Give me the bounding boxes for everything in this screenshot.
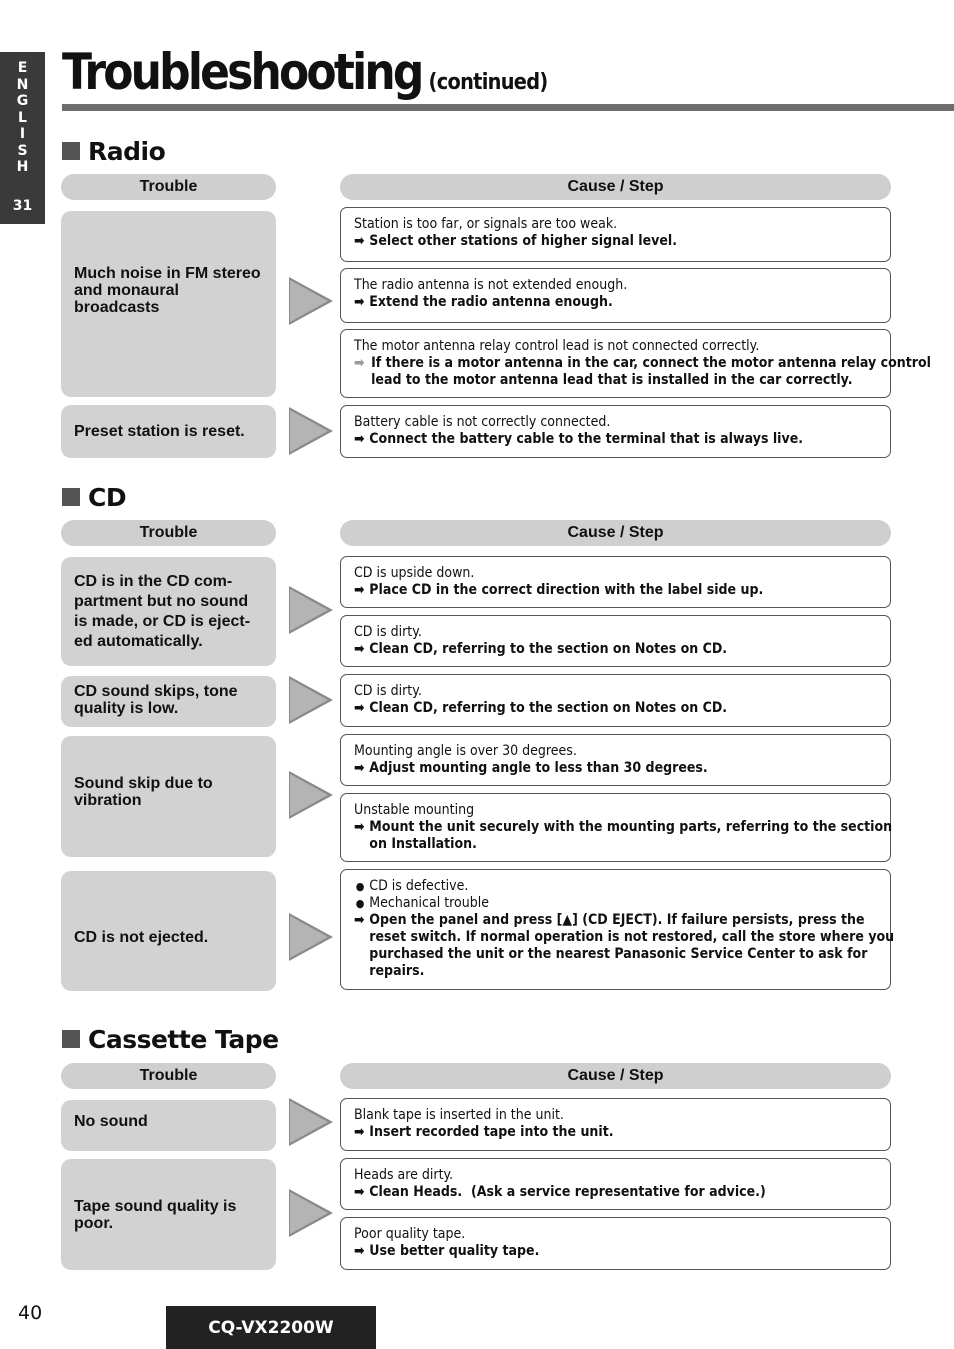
cause-box	[340, 1217, 891, 1270]
step-text	[354, 819, 893, 836]
step-text	[354, 700, 831, 717]
arrow-right-icon: ➡	[354, 1184, 365, 1200]
step-label: Use better quality tape.	[369, 1243, 540, 1259]
step-text	[354, 431, 831, 448]
section-heading-text: CD	[88, 482, 127, 512]
title-rule	[62, 104, 954, 111]
step-label: If there is a motor antenna in the car, connect the motor antenna relay control	[371, 355, 931, 371]
trouble-text: CD is in the CD com- partment but no sound is made, or CD is eject- ed automatically.	[74, 572, 251, 650]
arrow-right-icon: ➡	[354, 431, 365, 447]
section-heading-cd	[62, 482, 126, 512]
step-label: Clean CD, referring to the section on Notes on CD.	[369, 641, 728, 657]
arrow-right-icon: ➡	[354, 1243, 365, 1259]
step-label: Mount the unit securely with the mounting parts, referring to the section	[369, 819, 893, 835]
cause-text: Mounting angle is over 30 degrees.	[354, 743, 577, 759]
arrow-right-icon: ➡	[354, 294, 365, 310]
square-bullet-icon	[62, 142, 80, 160]
arrow-right-icon: ➡	[354, 1124, 365, 1140]
section-heading-cassette	[62, 1024, 279, 1054]
step-label: repairs.	[369, 963, 425, 979]
model-number-badge: CQ-VX2200W	[166, 1306, 376, 1349]
step-text	[354, 1124, 831, 1141]
square-bullet-icon	[62, 488, 80, 506]
cause-text: CD is dirty.	[354, 624, 422, 640]
triangle-arrow-icon	[289, 771, 333, 819]
column-header-trouble: Trouble	[61, 1063, 276, 1089]
trouble-box	[61, 1159, 276, 1270]
cause-text: Station is too far, or signals are too weak.	[354, 216, 618, 232]
step-label: Open the panel and press [▲] (CD EJECT). If failure persists, press the	[369, 912, 865, 928]
trouble-text: No sound	[74, 1113, 148, 1130]
lang-letter: G	[16, 93, 29, 109]
cause-text: The radio antenna is not extended enough.	[354, 277, 628, 293]
triangle-arrow-icon	[289, 586, 333, 634]
column-header-trouble: Trouble	[61, 174, 276, 200]
step-text	[354, 233, 831, 250]
arrow-right-icon: ➡	[354, 355, 365, 371]
trouble-text: Much noise in FM stereo and monaural broadcasts	[74, 264, 261, 316]
triangle-arrow-icon	[289, 1189, 333, 1237]
step-label: Extend the radio antenna enough.	[369, 294, 613, 310]
lang-letter: L	[18, 109, 27, 126]
step-label: reset switch. If normal operation is not restored, call the store where you	[369, 929, 895, 945]
cause-box	[340, 405, 891, 458]
triangle-arrow-icon	[289, 1098, 333, 1146]
trouble-box	[61, 211, 276, 397]
step-text	[354, 641, 831, 658]
section-heading-text: Cassette Tape	[88, 1024, 279, 1054]
section-number: 31	[12, 198, 33, 214]
arrow-right-icon: ➡	[354, 700, 365, 716]
cause-box	[340, 674, 891, 727]
cause-box	[340, 556, 891, 608]
triangle-arrow-icon	[289, 277, 333, 325]
cause-text: Battery cable is not correctly connected.	[354, 414, 611, 430]
lang-letter: N	[16, 76, 29, 93]
cause-text: The motor antenna relay control lead is not connected correctly.	[354, 338, 760, 354]
arrow-right-icon: ➡	[354, 641, 365, 657]
triangle-arrow-icon	[289, 913, 333, 961]
cause-text: CD is dirty.	[354, 683, 422, 699]
cause-text: CD is upside down.	[354, 565, 475, 581]
step-label: Place CD in the correct direction with the label side up.	[369, 582, 764, 598]
step-label: Clean Heads. (Ask a service representative for advice.)	[369, 1184, 766, 1200]
title-text: Troubleshooting	[62, 43, 422, 101]
lang-letter: E	[17, 60, 28, 76]
page-number: 40	[18, 1302, 43, 1324]
trouble-text: Tape sound quality is poor.	[74, 1197, 237, 1232]
cause-text: Poor quality tape.	[354, 1226, 466, 1242]
arrow-right-icon: ➡	[354, 819, 365, 835]
trouble-text: CD sound skips, tone quality is low.	[74, 682, 238, 717]
step-text	[354, 582, 831, 599]
step-label: purchased the unit or the nearest Panasonic Service Center to ask for	[369, 946, 868, 962]
lang-letter: H	[16, 159, 29, 175]
cause-bullet: ● CD is defective.	[354, 878, 831, 895]
cause-box	[340, 869, 895, 990]
column-header-cause: Cause / Step	[340, 174, 891, 200]
step-text-continued	[354, 963, 831, 980]
cause-box	[340, 268, 891, 323]
arrow-right-icon: ➡	[354, 912, 365, 928]
step-text	[354, 1184, 831, 1201]
title-subtitle: (continued)	[428, 70, 548, 95]
column-header-cause: Cause / Step	[340, 520, 891, 546]
cause-box	[340, 329, 931, 398]
trouble-box	[61, 405, 276, 458]
step-label: Adjust mounting angle to less than 30 degrees.	[369, 760, 708, 776]
cause-box	[340, 793, 891, 862]
cause-box	[340, 615, 891, 667]
step-text	[354, 294, 831, 311]
cause-bullet: ● Mechanical trouble	[354, 895, 831, 912]
language-label	[0, 60, 45, 176]
arrow-right-icon: ➡	[354, 760, 365, 776]
step-label: Connect the battery cable to the terminal that is always live.	[369, 431, 804, 447]
cause-box	[340, 1098, 891, 1151]
triangle-arrow-icon	[289, 676, 333, 724]
trouble-box	[61, 871, 276, 991]
section-heading-text: Radio	[88, 136, 166, 166]
step-text	[354, 1243, 831, 1260]
step-text	[354, 912, 865, 929]
trouble-box	[61, 1100, 276, 1151]
trouble-box	[61, 736, 276, 857]
column-header-cause: Cause / Step	[340, 1063, 891, 1089]
step-text	[354, 355, 931, 372]
step-label: Clean CD, referring to the section on Notes on CD.	[369, 700, 728, 716]
step-label: on Installation.	[369, 836, 477, 852]
page-title	[62, 42, 548, 113]
trouble-text: CD is not ejected.	[74, 928, 209, 946]
trouble-text: Sound skip due to vibration	[74, 774, 213, 809]
cause-text: Heads are dirty.	[354, 1167, 454, 1183]
step-text-continued	[354, 946, 868, 963]
step-label: Insert recorded tape into the unit.	[369, 1124, 614, 1140]
trouble-text: Preset station is reset.	[74, 423, 245, 440]
cause-box	[340, 207, 891, 262]
square-bullet-icon	[62, 1030, 80, 1048]
step-text	[354, 760, 831, 777]
step-text-continued	[354, 372, 853, 389]
step-text-continued	[354, 929, 895, 946]
triangle-arrow-icon	[289, 407, 333, 455]
step-text-continued	[354, 836, 831, 853]
cause-text: Blank tape is inserted in the unit.	[354, 1107, 564, 1123]
section-heading-radio	[62, 136, 165, 166]
cause-box	[340, 734, 891, 786]
arrow-right-icon: ➡	[354, 233, 365, 249]
cause-text: Unstable mounting	[354, 802, 475, 818]
step-label: Select other stations of higher signal level.	[369, 233, 678, 249]
lang-letter: I	[19, 126, 26, 142]
lang-letter: S	[17, 142, 28, 159]
cause-box	[340, 1158, 891, 1210]
arrow-right-icon: ➡	[354, 582, 365, 598]
trouble-box	[61, 676, 276, 727]
language-tab	[0, 52, 45, 224]
step-label: lead to the motor antenna lead that is installed in the car correctly.	[371, 372, 853, 388]
column-header-trouble: Trouble	[61, 520, 276, 546]
trouble-box	[61, 557, 276, 666]
